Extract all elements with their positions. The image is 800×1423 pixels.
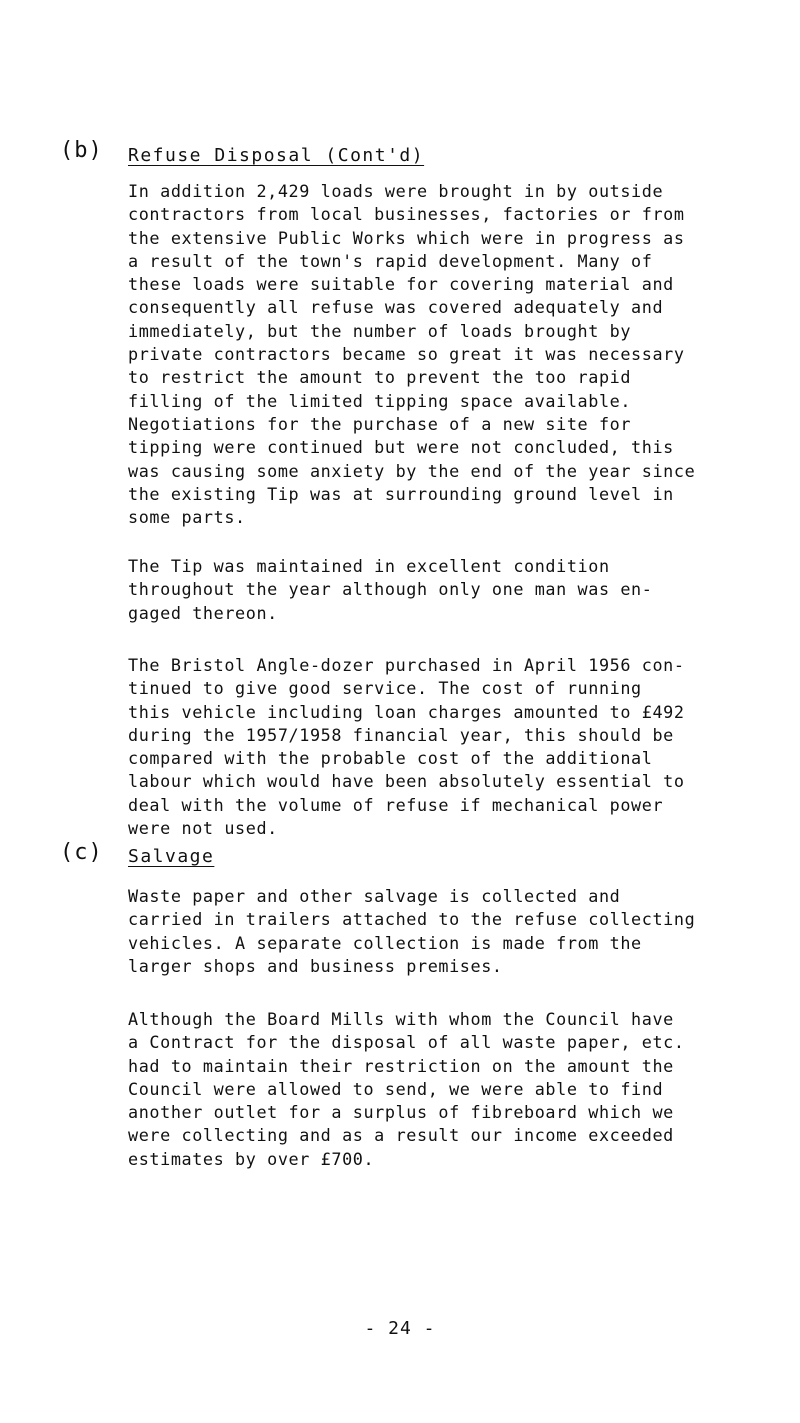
text-line: Council were allowed to send, we were able to find xyxy=(128,1078,664,1099)
paragraph-c-1 xyxy=(128,885,798,978)
text-line: larger shops and business premises. xyxy=(128,955,503,976)
text-line: throughout the year although only one man was en- xyxy=(128,579,653,600)
text-line: were collecting and as a result our income exceeded xyxy=(128,1125,674,1146)
text-line: deal with the volume of refuse if mechanical power xyxy=(128,794,664,815)
paragraph-b-2 xyxy=(128,555,798,625)
text-line: immediately, but the number of loads brought by xyxy=(128,320,632,341)
text-line: gaged thereon. xyxy=(128,602,278,623)
text-line: compared with the probable cost of the additional xyxy=(128,748,653,769)
text-line: some parts. xyxy=(128,507,246,528)
text-line: a Contract for the disposal of all waste paper, etc. xyxy=(128,1032,685,1053)
text-line: Negotiations for the purchase of a new site for xyxy=(128,413,632,434)
text-line: Waste paper and other salvage is collected and xyxy=(128,886,621,906)
text-line: the existing Tip was at surrounding ground level in xyxy=(128,483,674,504)
text-line: had to maintain their restriction on the amount the xyxy=(128,1055,674,1076)
text-line: private contractors became so great it was necessary xyxy=(128,344,685,365)
text-line: The Tip was maintained in excellent condition xyxy=(128,556,610,576)
text-line: consequently all refuse was covered adequately and xyxy=(128,297,664,318)
text-line: estimates by over £700. xyxy=(128,1148,375,1169)
page-number: - 24 - xyxy=(364,1318,436,1339)
paragraph-b-1 xyxy=(128,180,798,529)
text-line: labour which would have been absolutely essential to xyxy=(128,771,685,792)
text-line: contractors from local businesses, factories or from xyxy=(128,204,685,225)
text-line: The Bristol Angle-dozer purchased in April 1956 con- xyxy=(128,655,685,675)
text-line: during the 1957/1958 financial year, this should be xyxy=(128,724,674,745)
text-line: vehicles. A separate collection is made from the xyxy=(128,932,642,953)
text-line: carried in trailers attached to the refuse collecting xyxy=(128,909,696,930)
text-line: these loads were suitable for covering material and xyxy=(128,274,674,295)
text-line: was causing some anxiety by the end of the year since xyxy=(128,460,696,481)
text-line: a result of the town's rapid development. Many of xyxy=(128,250,653,271)
text-line: In addition 2,429 loads were brought in by outside xyxy=(128,181,664,201)
section-c-heading: Salvage xyxy=(128,846,215,867)
text-line: were not used. xyxy=(128,818,278,839)
text-line: another outlet for a surplus of fibreboard which we xyxy=(128,1102,674,1123)
text-line: this vehicle including loan charges amounted to £492 xyxy=(128,701,685,722)
section-b-marker: (b) xyxy=(60,138,103,163)
text-line: tinued to give good service. The cost of running xyxy=(128,678,642,699)
text-line: filling of the limited tipping space available. xyxy=(128,390,632,411)
text-line: the extensive Public Works which were in progress as xyxy=(128,227,685,248)
text-line: tipping were continued but were not concluded, this xyxy=(128,437,674,458)
paragraph-c-2 xyxy=(128,1008,798,1171)
paragraph-b-3 xyxy=(128,654,798,840)
text-line: Although the Board Mills with whom the Council have xyxy=(128,1009,674,1029)
text-line: to restrict the amount to prevent the too rapid xyxy=(128,367,632,388)
section-c-marker: (c) xyxy=(60,840,103,865)
section-b-heading: Refuse Disposal (Cont'd) xyxy=(128,145,425,166)
